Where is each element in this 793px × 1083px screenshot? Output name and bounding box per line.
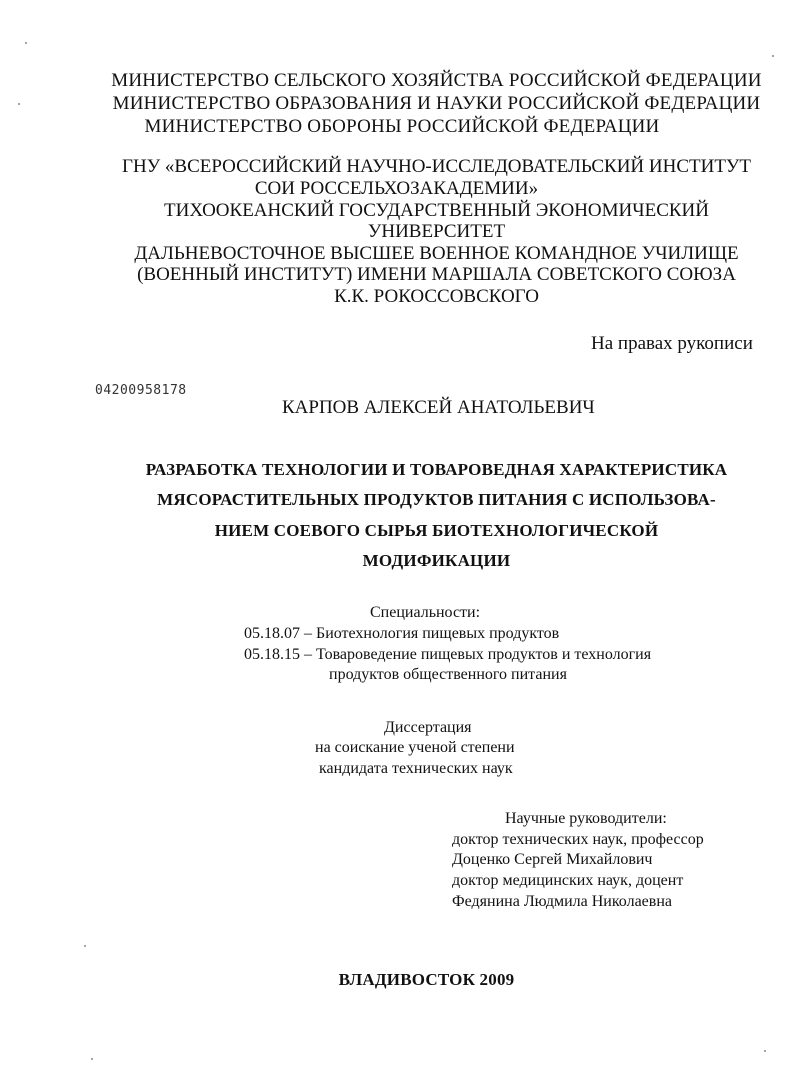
scan-speck [764,1050,766,1052]
author-name: КАРПОВ АЛЕКСЕЙ АНАТОЛЬЕВИЧ [282,397,595,418]
supervisor-line-4: Федянина Людмила Николаевна [452,893,672,910]
ministry-line-1: МИНИСТЕРСТВО СЕЛЬСКОГО ХОЗЯЙСТВА РОССИЙСКОЙ ФЕДЕРАЦИИ [111,70,762,91]
supervisor-line-1: доктор технических наук, профессор [452,831,704,848]
city-year: ВЛАДИВОСТОК 2009 [338,970,515,989]
title-line-1: РАЗРАБОТКА ТЕХНОЛОГИИ И ТОВАРОВЕДНАЯ ХАРАКТЕРИСТИКА [145,460,728,479]
institution-line-2: СОИ РОССЕЛЬХОЗАКАДЕМИИ» [254,178,539,199]
institution-line-3: ТИХООКЕАНСКИЙ ГОСУДАРСТВЕННЫЙ ЭКОНОМИЧЕСКИЙ [164,200,709,221]
scan-speck [25,42,27,44]
title-line-4: МОДИФИКАЦИИ [362,551,511,570]
title-line-3: НИЕМ СОЕВОГО СЫРЬЯ БИОТЕХНОЛОГИЧЕСКОЙ [214,521,659,540]
scan-speck [772,55,774,57]
supervisor-line-3: доктор медицинских наук, доцент [452,872,684,889]
scan-speck [91,1058,93,1060]
ministry-line-3: МИНИСТЕРСТВО ОБОРОНЫ РОССИЙСКОЙ ФЕДЕРАЦИИ [144,116,660,137]
serial-number: 04200958178 [95,383,187,398]
scan-speck [18,103,20,105]
institution-line-5: ДАЛЬНЕВОСТОЧНОЕ ВЫСШЕЕ ВОЕННОЕ КОМАНДНОЕ УЧИЛИЩЕ [134,243,739,264]
dissertation-label: Диссертация [384,719,472,736]
manuscript-note: На правах рукописи [591,333,753,354]
institution-line-7: К.К. РОКОССОВСКОГО [334,286,539,307]
institution-line-4: УНИВЕРСИТЕТ [367,221,506,242]
specialties-label: Специальности: [370,604,481,621]
supervisor-line-2: Доценко Сергей Михайлович [452,851,653,868]
specialty-item-3: продуктов общественного питания [329,666,567,683]
dissertation-field: кандидата технических наук [319,760,513,777]
institution-line-6: (ВОЕННЫЙ ИНСТИТУТ) ИМЕНИ МАРШАЛА СОВЕТСКОГО СОЮЗА [137,264,736,285]
dissertation-degree: на соискание ученой степени [315,739,515,756]
specialty-item-1: 05.18.07 – Биотехнология пищевых продуктов [244,625,560,642]
specialty-item-2: 05.18.15 – Товароведение пищевых продуктов и технология [244,646,652,663]
scan-speck [84,945,86,947]
title-line-2: МЯСОРАСТИТЕЛЬНЫХ ПРОДУКТОВ ПИТАНИЯ С ИСПОЛЬЗОВА- [157,490,716,509]
supervisors-label: Научные руководители: [505,810,667,827]
institution-line-1: ГНУ «ВСЕРОССИЙСКИЙ НАУЧНО-ИССЛЕДОВАТЕЛЬСКИЙ ИНСТИТУТ [121,156,751,177]
ministry-line-2: МИНИСТЕРСТВО ОБРАЗОВАНИЯ И НАУКИ РОССИЙСКОЙ ФЕДЕРАЦИИ [112,93,761,114]
